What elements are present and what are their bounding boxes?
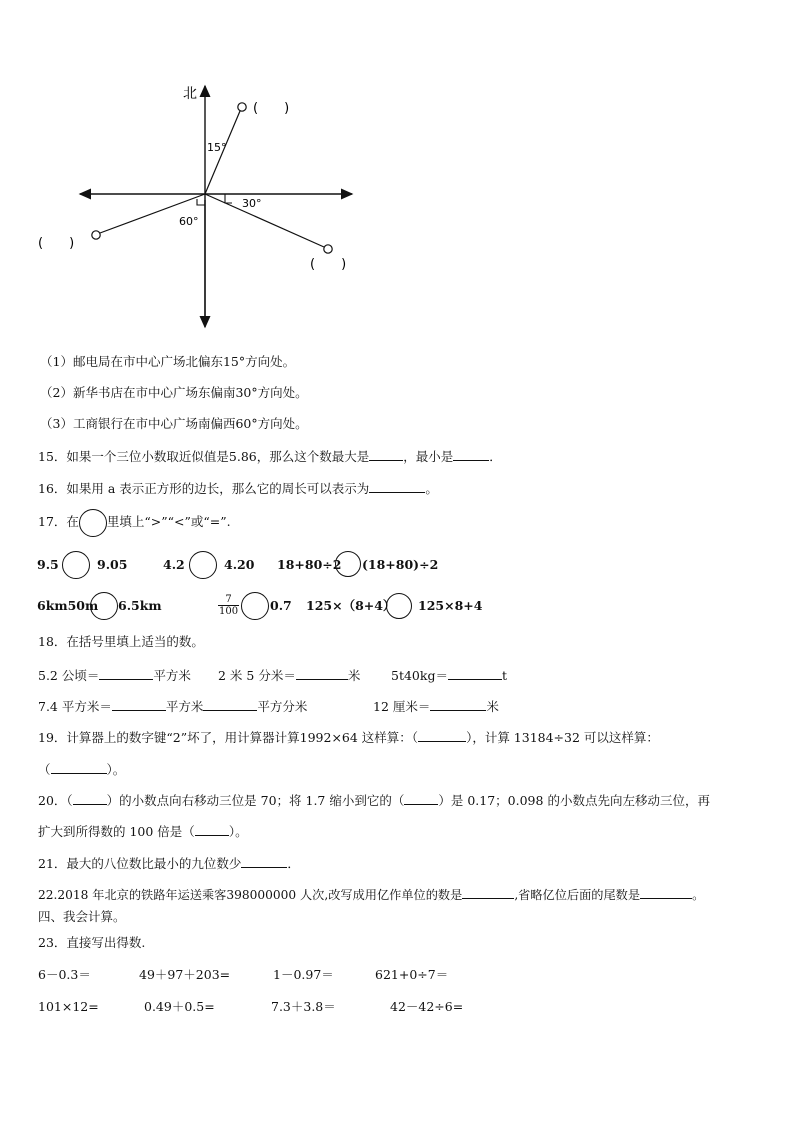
q17-r1-circle-3[interactable] — [335, 551, 361, 577]
q16-blank[interactable] — [369, 478, 425, 493]
q23-r2-c1: 101×12= — [38, 999, 99, 1014]
angle-label-30: 30° — [242, 197, 262, 210]
q17-r2-circle-3[interactable] — [386, 593, 412, 619]
q20-p2: ）的小数点向右移动三位是 70；将 1.7 缩小到它的（ — [106, 793, 405, 808]
q22-text-1: 22.2018 年北京的铁路年运送乘客398000000 人次,改写成用亿作单位的数是 — [38, 888, 463, 902]
section-4-heading: 四、我会计算。 — [38, 909, 126, 924]
answer-west: ( ) — [38, 236, 75, 251]
q18-r2-b-blank[interactable] — [430, 696, 486, 711]
q17-r2-b3: 125×8+4 — [418, 598, 483, 613]
q17-r2-circle-1[interactable] — [90, 592, 118, 620]
q18-r2-b: 12 厘米＝ — [373, 699, 431, 714]
q20-blank-1[interactable] — [73, 790, 107, 805]
q17-r1-a3: 18+80÷2 — [277, 557, 342, 572]
q16-text-1: 16．如果用 a 表示正方形的边长，那么它的周长可以表示为 — [38, 481, 370, 496]
angle-label-15: 15° — [207, 141, 227, 154]
q18-r2-a-blank-1[interactable] — [112, 696, 166, 711]
q17-r2-a1: 6km50m — [37, 598, 99, 613]
q15-text-2: ，最小是 — [403, 449, 454, 464]
q17-r1-b3: (18+80)÷2 — [362, 557, 439, 572]
q18-row-1-b — [218, 665, 360, 685]
q18-r1-c-unit: t — [501, 668, 507, 683]
q17-r1-b1: 9.05 — [97, 557, 128, 572]
q17-r2-a3: 125×（8+4） — [306, 598, 396, 613]
q21-text-1: 21．最大的八位数比最小的九位数少 — [38, 856, 242, 871]
q18-r1-b-unit: 米 — [347, 668, 361, 683]
q19-text-2: ），计算 13184÷32 可以这样算： — [466, 730, 659, 745]
q18-r2-a-unit2: 平方分米 — [257, 699, 308, 714]
q19-open: （ — [38, 762, 51, 777]
q23-r2-c2: 0.49＋0.5= — [144, 999, 215, 1014]
q23-r1-c1: 6－0.3＝ — [38, 967, 91, 982]
question-19 — [38, 727, 659, 747]
q19-close: ）。 — [106, 762, 126, 777]
q14-item-2: （2）新华书店在市中心广场东偏南30°方向处。 — [40, 385, 308, 400]
q18-title: 18．在括号里填上适当的数。 — [38, 634, 204, 649]
q17-r1-b2: 4.20 — [224, 557, 255, 572]
q22-blank-1[interactable] — [462, 884, 514, 899]
q18-row-1 — [38, 665, 191, 685]
question-16 — [38, 478, 438, 498]
q20-line2-a: 扩大到所得数的 100 倍是（ — [38, 824, 195, 839]
q23-r2-c3: 7.3＋3.8＝ — [271, 999, 336, 1014]
q20-line2-b: ）。 — [228, 824, 248, 839]
q17-text-pre: 17．在 — [38, 514, 79, 529]
point-northeast — [238, 103, 246, 111]
q15-blank-max[interactable] — [369, 446, 403, 461]
q18-r1-b: 2 米 5 分米＝ — [218, 668, 296, 683]
north-label: 北 — [183, 86, 197, 102]
q17-r2-fraction — [218, 594, 239, 617]
answer-northeast: ( ) — [253, 101, 290, 116]
q19-text-1: 19．计算器上的数字键“2”坏了，用计算器计算1992×64 这样算：（ — [38, 730, 419, 745]
q17-r2-circle-2[interactable] — [241, 592, 269, 620]
point-southeast — [324, 245, 332, 253]
q14-item-3: （3）工商银行在市中心广场南偏西60°方向处。 — [40, 416, 308, 431]
q21-text-2: ． — [287, 856, 300, 871]
q23-r2-c4: 42－42÷6= — [390, 999, 464, 1014]
q17-r1-circle-1[interactable] — [62, 551, 90, 579]
question-22 — [38, 884, 704, 904]
q18-row-2-b — [373, 696, 499, 716]
q14-item-1: （1）邮电局在市中心广场北偏东15°方向处。 — [40, 354, 296, 369]
q18-r2-a: 7.4 平方米＝ — [38, 699, 112, 714]
point-west — [92, 231, 100, 239]
q17-circle-example — [79, 509, 107, 537]
question-17 — [38, 513, 231, 531]
question-21 — [38, 853, 300, 873]
q22-text-3: 。 — [692, 888, 705, 902]
fraction-numerator: 7 — [225, 594, 232, 605]
q22-blank-2[interactable] — [640, 884, 692, 899]
question-19-line-2 — [38, 759, 125, 779]
q17-r1-a2: 4.2 — [163, 557, 185, 572]
q20-p1: 20．（ — [38, 793, 73, 808]
q21-blank[interactable] — [241, 853, 287, 868]
q19-blank-1[interactable] — [418, 727, 466, 742]
q15-text-1: 15．如果一个三位小数取近似值是5.86，那么这个数最大是 — [38, 449, 370, 464]
q16-text-2: 。 — [425, 481, 438, 496]
question-20 — [38, 790, 710, 810]
q23-r1-c2: 49＋97＋203= — [139, 967, 231, 982]
q18-r2-b-unit: 米 — [486, 699, 499, 714]
q18-r2-a-blank-2[interactable] — [203, 696, 257, 711]
q18-r1-c: 5t40kg＝ — [391, 668, 448, 683]
q17-r1-circle-2[interactable] — [189, 551, 217, 579]
q23-title: 23．直接写出得数. — [38, 935, 146, 950]
q18-row-1-c — [391, 665, 507, 685]
q17-r2-b2: 0.7 — [270, 598, 292, 613]
q15-blank-min[interactable] — [453, 446, 489, 461]
fraction-denominator: 100 — [219, 606, 239, 617]
angle-mark-se — [225, 194, 232, 203]
q23-r1-c4: 621+0÷7＝ — [375, 967, 449, 982]
q18-r1-a-unit: 平方米 — [153, 668, 191, 683]
direction-diagram — [0, 0, 794, 340]
answer-southeast: ( ) — [310, 257, 347, 272]
angle-label-60: 60° — [179, 215, 199, 228]
q22-text-2: ,省略亿位后面的尾数是 — [514, 888, 641, 902]
angle-mark-sw — [197, 199, 205, 205]
question-15 — [38, 446, 502, 466]
q20-blank-3[interactable] — [195, 821, 229, 836]
q18-r2-a-unit1: 平方米 — [165, 699, 204, 714]
q23-r1-c3: 1－0.97＝ — [273, 967, 334, 982]
q18-r1-a: 5.2 公顷＝ — [38, 668, 100, 683]
question-20-line-2 — [38, 821, 248, 841]
q17-text-post: 里填上“>”“<”或“=”. — [106, 514, 231, 529]
q19-blank-2[interactable] — [51, 759, 107, 774]
q18-r1-c-blank[interactable] — [448, 665, 502, 680]
q17-r1-a1: 9.5 — [37, 557, 59, 572]
q18-row-2 — [38, 696, 307, 716]
q18-r1-b-blank[interactable] — [296, 665, 348, 680]
q18-r1-a-blank[interactable] — [99, 665, 153, 680]
ray-southeast — [205, 194, 324, 247]
q20-blank-2[interactable] — [404, 790, 438, 805]
q20-p3: ）是 0.17；0.098 的小数点先向左移动三位，再 — [438, 793, 710, 808]
q15-text-3: ． — [489, 449, 502, 464]
q17-r2-b1: 6.5km — [118, 598, 162, 613]
